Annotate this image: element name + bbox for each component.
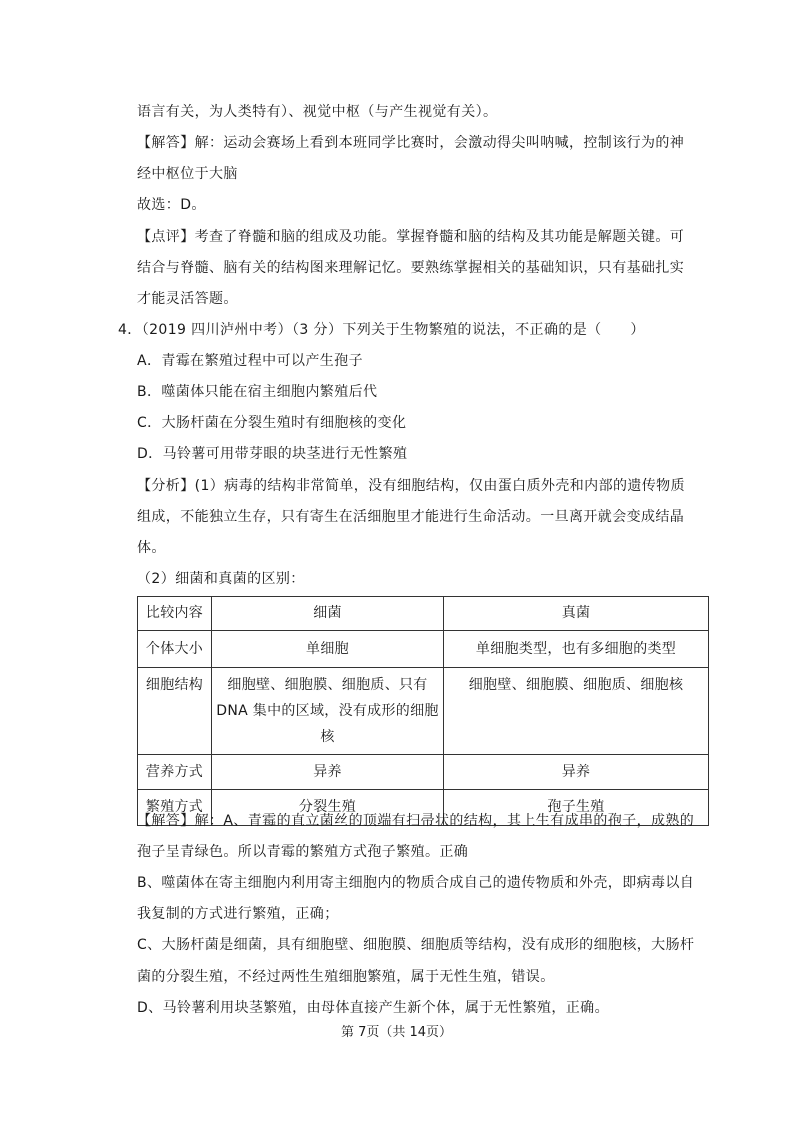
option-c: C．大肠杆菌在分裂生殖时有细胞核的变化 — [137, 415, 407, 431]
table-cell: 繁殖方式 — [138, 790, 212, 826]
table-row — [138, 668, 709, 755]
text-line: 【解答】解：运动会赛场上看到本班同学比赛时，会激动得尖叫呐喊，控制该行为的神 — [137, 135, 685, 151]
table-header-cell: 真菌 — [444, 597, 709, 631]
question-stem: 4．（2019 四川泸州中考）（3 分）下列关于生物繁殖的说法，不正确的是（ ） — [118, 322, 645, 338]
option-d: D．马铃薯可用带芽眼的块茎进行无性繁殖 — [137, 446, 408, 462]
answer-line: B、噬菌体在寄主细胞内利用寄主细胞内的物质合成自己的遗传物质和外壳，即病毒以自 — [137, 875, 695, 891]
table-cell: 细胞壁、细胞膜、细胞质、细胞核 — [444, 668, 709, 755]
text-line: 经中枢位于大脑 — [137, 166, 238, 182]
answer-line: 【解答】解：A、青霉的直立菌丝的顶端有扫帚状的结构，其上生有成串的孢子，成熟的 — [137, 813, 695, 829]
answer-line: D、马铃薯利用块茎繁殖，由母体直接产生新个体，属于无性繁殖，正确。 — [137, 1000, 609, 1016]
table-cell: 异养 — [212, 755, 444, 790]
text-line: 故选：D。 — [137, 197, 206, 213]
table-row — [138, 755, 709, 790]
table-cell: 分裂生殖 — [212, 790, 444, 826]
table-header-row — [138, 597, 709, 631]
table-header-cell: 细菌 — [212, 597, 444, 631]
text-line: 语言有关，为人类特有）、视觉中枢（与产生视觉有关）。 — [137, 104, 498, 120]
table-cell: 单细胞类型，也有多细胞的类型 — [444, 631, 709, 668]
answer-line: 孢子呈青绿色。所以青霉的繁殖方式孢子繁殖。正确 — [137, 844, 469, 860]
answer-line: 菌的分裂生殖，不经过两性生殖细胞繁殖，属于无性生殖，错误。 — [137, 969, 555, 985]
text-line: 才能灵活答题。 — [137, 291, 238, 307]
text-line: 【点评】考查了脊髓和脑的组成及功能。掌握脊髓和脑的结构及其功能是解题关键。可 — [137, 229, 685, 245]
option-a: A．青霉在繁殖过程中可以产生孢子 — [137, 353, 363, 369]
analysis-line: 体。 — [137, 540, 166, 556]
comparison-table — [137, 596, 709, 826]
table-cell: 个体大小 — [138, 631, 212, 668]
text-line: 结合与脊髓、脑有关的结构图来理解记忆。要熟练掌握相关的基础知识，只有基础扎实 — [137, 260, 685, 276]
table-cell: 细胞壁、细胞膜、细胞质、只有 DNA 集中的区域，没有成形的细胞核 — [212, 668, 444, 755]
analysis-line: 组成，不能独立生存，只有寄生在活细胞里才能进行生命活动。一旦离开就会变成结晶 — [137, 509, 685, 525]
analysis-line: （2）细菌和真菌的区别： — [137, 571, 305, 587]
analysis-line: 【分析】(1）病毒的结构非常简单，没有细胞结构，仅由蛋白质外壳和内部的遗传物质 — [137, 478, 685, 494]
table-cell: 单细胞 — [212, 631, 444, 668]
option-b: B．噬菌体只能在宿主细胞内繁殖后代 — [137, 384, 378, 400]
table-cell: 异养 — [444, 755, 709, 790]
table-row — [138, 631, 709, 668]
table-cell: 营养方式 — [138, 755, 212, 790]
table-cell: 细胞结构 — [138, 668, 212, 755]
page-footer: 第 7页（共 14页） — [340, 1025, 453, 1040]
table-cell: 孢子生殖 — [444, 790, 709, 826]
table-header-cell: 比较内容 — [138, 597, 212, 631]
answer-line: 我复制的方式进行繁殖，正确； — [137, 906, 339, 922]
answer-line: C、大肠杆菌是细菌，具有细胞壁、细胞膜、细胞质等结构，没有成形的细胞核，大肠杆 — [137, 937, 695, 953]
